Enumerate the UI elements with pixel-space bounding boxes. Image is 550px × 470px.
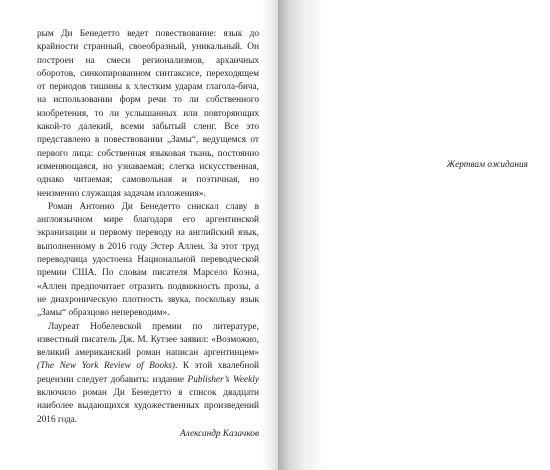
left-page-gutter-shadow [262, 0, 278, 470]
paragraph-3 [37, 321, 259, 427]
paragraph-3-text-a: Лауреат Нобелевской премии по литературе, известный писатель Дж. М. Кутзее заявил: «Возможно, великий американский роман написан аргентинцем» [37, 321, 259, 359]
right-page [278, 0, 550, 470]
paragraph-2-text: Роман Антонио Ди Бенедетто снискал славу в англоязычном мире благодаря его аргентинской экранизации и первому переводу на английский язык, выполненному в 2016 году Эстер Аллен. За этот труд переводчица удостоена Национальной переводческой премии США. По словам писателя Марсело Коэна, «Аллен предпочитает отразить подвижность прозы, а не диахроническую плотность звука, поскольку язык „Замы“ образцово непереводим». [37, 201, 259, 319]
paragraph-3-source-pw: Publisher’s Weekly [187, 374, 259, 385]
paragraph-1 [37, 28, 259, 201]
right-page-gutter-shadow [278, 0, 326, 470]
author-signature: Александр Казачков [180, 428, 259, 439]
paragraph-3-text-b: . К этой хвалебной рецензии следует добавить: издание [37, 361, 259, 385]
paragraph-3-source-nyrb: (The New York Review of Books) [37, 361, 175, 372]
paragraph-3-text-c: включило роман Ди Бенедетто в список двадцати наиболее выдающихся художественных произведений 2016 года. [37, 388, 259, 425]
dedication: Жертвам ожидания [446, 160, 528, 170]
paragraph-2 [37, 201, 259, 321]
afterword-text [37, 28, 259, 441]
paragraph-1-text: рым Ди Бенедетто ведет повествование: язык до крайности странный, своеобразный, уникальный. Он построен на смеси регионализмов, архаичных оборотов, синкопированном синтаксисе, переходящем от периодов тишины к хлестким ударам глагола-бича, на использовании форм речи то ли собственного изобретения, то ли услышанных или повторяющих какой-то далекий, всеми забытый сленг. Все это представлено в повествовании „Замы“, ведущемся от первого лица: собственная языковая ткань, постоянно изменяющаяся, но узнаваемая; слегка искусственная, однако читаемая; самовольная и поэтичная, но неизменно служащая задачам изложения». [37, 29, 259, 199]
